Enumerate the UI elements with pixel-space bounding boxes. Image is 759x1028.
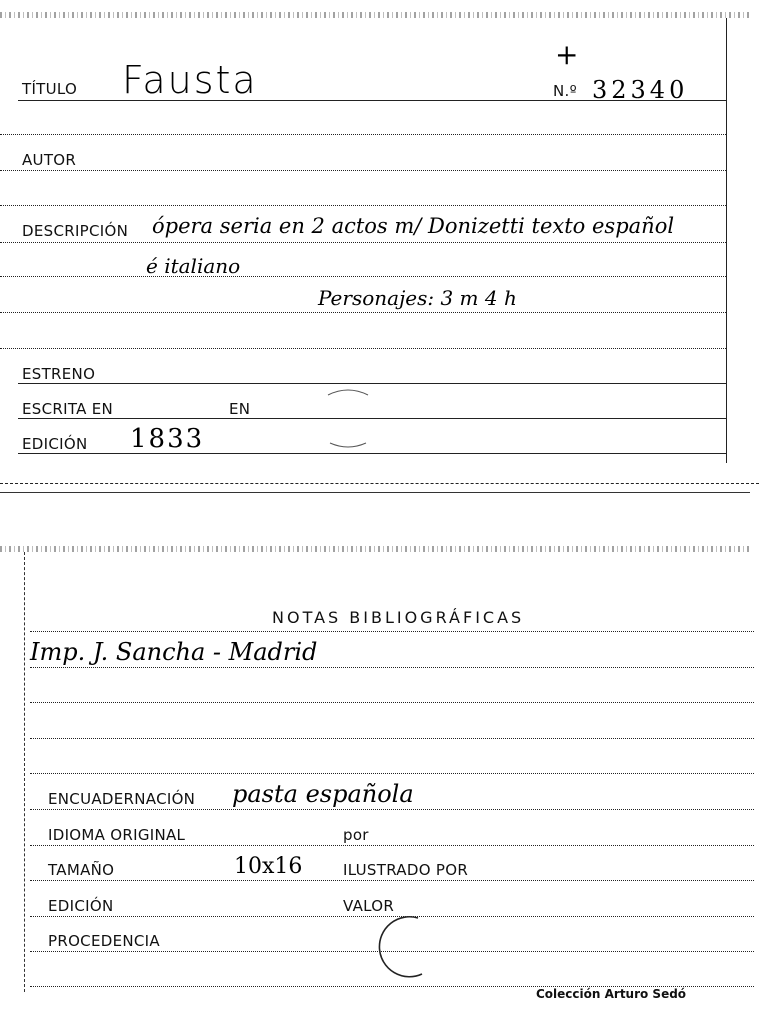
catalog-card-front [0,0,759,500]
stamp-circle [366,910,436,982]
estreno-line [18,383,726,384]
card-separator [0,492,750,493]
stamp-mark [318,385,378,455]
scan-edge-noise [0,12,750,18]
ruled-line [30,773,754,774]
scan-edge-noise [0,546,750,552]
ruled-line [0,134,726,135]
idioma-label: IDIOMA ORIGINAL [48,826,186,844]
descripcion-line2: é italiano [146,254,241,278]
titulo-value: Fausta [122,58,258,102]
descripcion-line1: ópera seria en 2 actos m/ Donizetti texto español [152,214,675,238]
card-bottom-line [0,483,759,484]
ruled-line [30,880,754,881]
escrita-en-label: ESCRITA EN [22,400,114,418]
ruled-line [0,312,726,313]
ruled-line [30,631,754,632]
ruled-line [0,276,726,277]
numero-label: N.º [553,82,577,100]
ruled-line [0,205,726,206]
titulo-label: TÍTULO [22,80,78,98]
notas-heading: NOTAS BIBLIOGRÁFICAS [272,608,525,627]
edicion-value: 1833 [130,424,205,454]
ruled-line [30,667,754,668]
ruled-line [30,738,754,739]
card-left-border [24,552,25,992]
ruled-line [0,242,726,243]
edicion-label: EDICIÓN [22,435,88,453]
ruled-line [0,348,726,349]
encuadernacion-value: pasta española [232,780,414,808]
estreno-label: ESTRENO [22,365,96,383]
tamano-label: TAMAÑO [48,861,115,879]
autor-label: AUTOR [22,151,77,169]
descripcion-line3: Personajes: 3 m 4 h [318,286,517,310]
tamano-value: 10x16 [234,854,303,879]
autor-line [0,170,726,171]
descripcion-label: DESCRIPCIÓN [22,222,129,240]
ilustrado-label: ILUSTRADO POR [343,861,469,879]
collection-footer: Colección Arturo Sedó [536,987,687,1001]
valor-label: VALOR [343,897,395,915]
ruled-line [30,809,754,810]
edicion-back-label: EDICIÓN [48,897,114,915]
ruled-line [30,702,754,703]
procedencia-label: PROCEDENCIA [48,932,160,950]
por-label: por [343,826,369,844]
card-right-border [726,18,727,463]
catalog-card-back [0,540,759,1028]
encuadernacion-label: ENCUADERNACIÓN [48,790,196,808]
en-label: EN [229,400,251,418]
notas-line1: Imp. J. Sancha - Madrid [30,638,318,666]
titulo-line [18,100,726,101]
cross-mark: + [555,38,579,71]
numero-value: 32340 [592,76,689,104]
ruled-line [30,845,754,846]
